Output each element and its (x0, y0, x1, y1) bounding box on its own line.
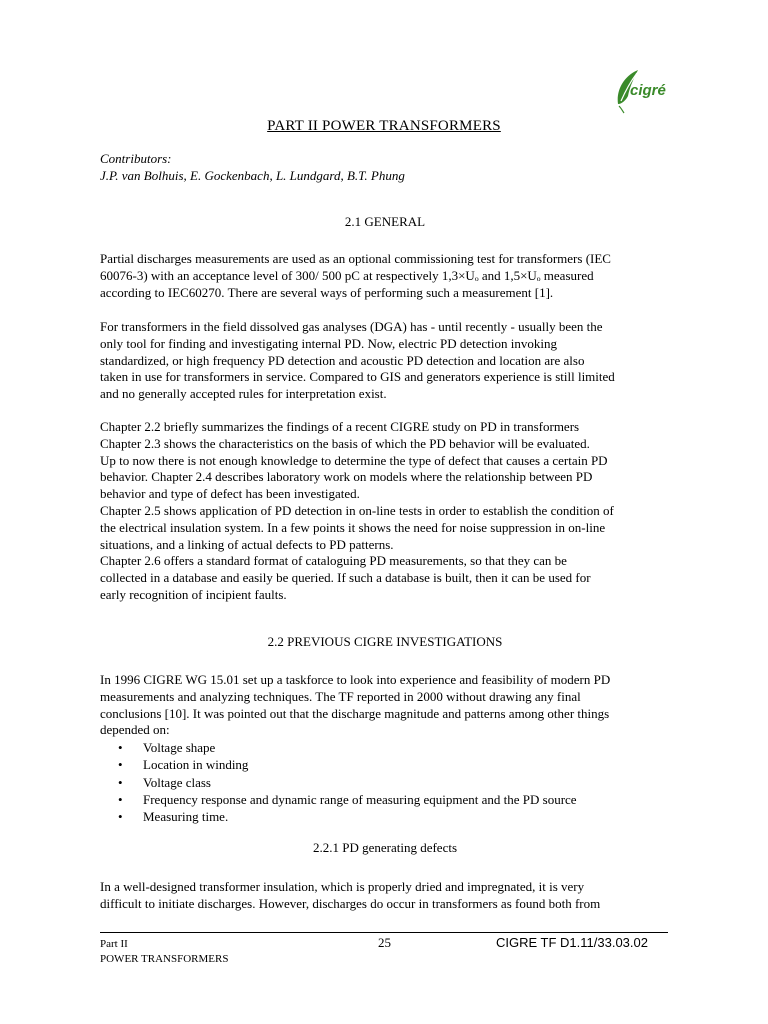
bullet: • (118, 791, 123, 807)
bullet: • (118, 809, 123, 825)
list-item (100, 808, 577, 825)
list-item (100, 791, 577, 808)
text-line: Up to now there is not enough knowledge to determine the type of defect that causes a certain PD (100, 452, 608, 468)
contributors-block (100, 150, 405, 184)
list-item-text: Measuring time. (143, 809, 229, 825)
text-line: situations, and a linking of actual defects to PD patterns. (100, 536, 394, 552)
list-item (100, 756, 577, 773)
text-line: standardized, or high frequency PD detection and acoustic PD detection and location are also (100, 352, 585, 368)
text-line: Partial discharges measurements are used as an optional commissioning test for transformers (IEC (100, 251, 611, 266)
page-number: 25 (378, 935, 391, 950)
footer-divider (100, 932, 668, 933)
factor-list (100, 739, 577, 825)
text-line: Chapter 2.2 briefly summarizes the findings of a recent CIGRE study on PD in transformers (100, 419, 580, 434)
paragraph-general-1 (100, 251, 670, 301)
logo-wordmark: cigré (630, 82, 666, 99)
contributors-label: Contributors: (100, 151, 172, 166)
text-line: and no generally accepted rules for interpretation exist. (100, 386, 387, 402)
text-line: collected in a database and easily be queried. If such a database is built, then it can be used for (100, 570, 591, 586)
text-line: 60076-3) with an acceptance level of 300/ 500 pC at respectively 1,3×Uₒ and 1,5×Uₒ measured (100, 267, 594, 283)
paragraph-general-2 (100, 319, 670, 403)
paragraph-defects-1 (100, 879, 670, 913)
list-item (100, 774, 577, 791)
list-item-text: Voltage class (143, 774, 211, 790)
text-line: Chapter 2.5 shows application of PD detection in on-line tests in order to establish the condition of (100, 502, 614, 518)
text-line: behavior and type of defect has been investigated. (100, 486, 360, 502)
text-line: early recognition of incipient faults. (100, 586, 287, 602)
page-title: PART II POWER TRANSFORMERS (267, 118, 501, 134)
paragraph-previous-1 (100, 672, 670, 739)
text-line: the electrical insulation system. In a few points it shows the need for noise suppression in on-line (100, 519, 606, 535)
section-heading-general: 2.1 GENERAL (344, 214, 426, 229)
text-line: Chapter 2.3 shows the characteristics on the basis of which the PD behavior will be evaluated. (100, 435, 590, 451)
footer-part: Part II (100, 938, 128, 950)
text-line: taken in use for transformers in service. Compared to GIS and generators experience is still limited (100, 369, 615, 385)
text-line: behavior. Chapter 2.4 describes laboratory work on models where the relationship between PD (100, 469, 593, 485)
text-line: measurements and analyzing techniques. The TF reported in 2000 without drawing any final (100, 688, 581, 704)
bullet: • (118, 757, 123, 773)
footer-left (100, 937, 228, 966)
section-heading-previous: 2.2 PREVIOUS CIGRE INVESTIGATIONS (267, 634, 503, 649)
list-item-text: Frequency response and dynamic range of measuring equipment and the PD source (143, 791, 577, 807)
paragraph-general-3 (100, 419, 670, 604)
text-line: In 1996 CIGRE WG 15.01 set up a taskforce to look into experience and feasibility of modern PD (100, 672, 611, 687)
text-line: conclusions [10]. It was pointed out that the discharge magnitude and patterns among other things (100, 705, 610, 721)
text-line: Chapter 2.6 offers a standard format of cataloguing PD measurements, so that they can be (100, 553, 567, 569)
text-line: according to IEC60270. There are several ways of performing such a measurement [1]. (100, 284, 554, 300)
bullet: • (118, 774, 123, 790)
footer-part-title: POWER TRANSFORMERS (100, 952, 229, 965)
list-item-text: Voltage shape (143, 740, 216, 755)
list-item-text: Location in winding (143, 757, 249, 773)
text-line: In a well-designed transformer insulation, which is properly dried and impregnated, it is very (100, 879, 585, 894)
contributors-names: J.P. van Bolhuis, E. Gockenbach, L. Lundgard, B.T. Phung (100, 168, 405, 183)
bullet: • (118, 740, 123, 755)
text-line: only tool for finding and investigating internal PD. Now, electric PD detection invoking (100, 335, 557, 351)
section-heading-defects: 2.2.1 PD generating defects (312, 840, 458, 855)
text-line: depended on: (100, 722, 170, 738)
text-line: For transformers in the field dissolved gas analyses (DGA) has - until recently - usually been the (100, 319, 603, 334)
text-line: difficult to initiate discharges. However, discharges do occur in transformers as found both from (100, 895, 601, 911)
list-item (100, 739, 577, 756)
document-id: CIGRE TF D1.11/33.03.02 (496, 935, 648, 950)
